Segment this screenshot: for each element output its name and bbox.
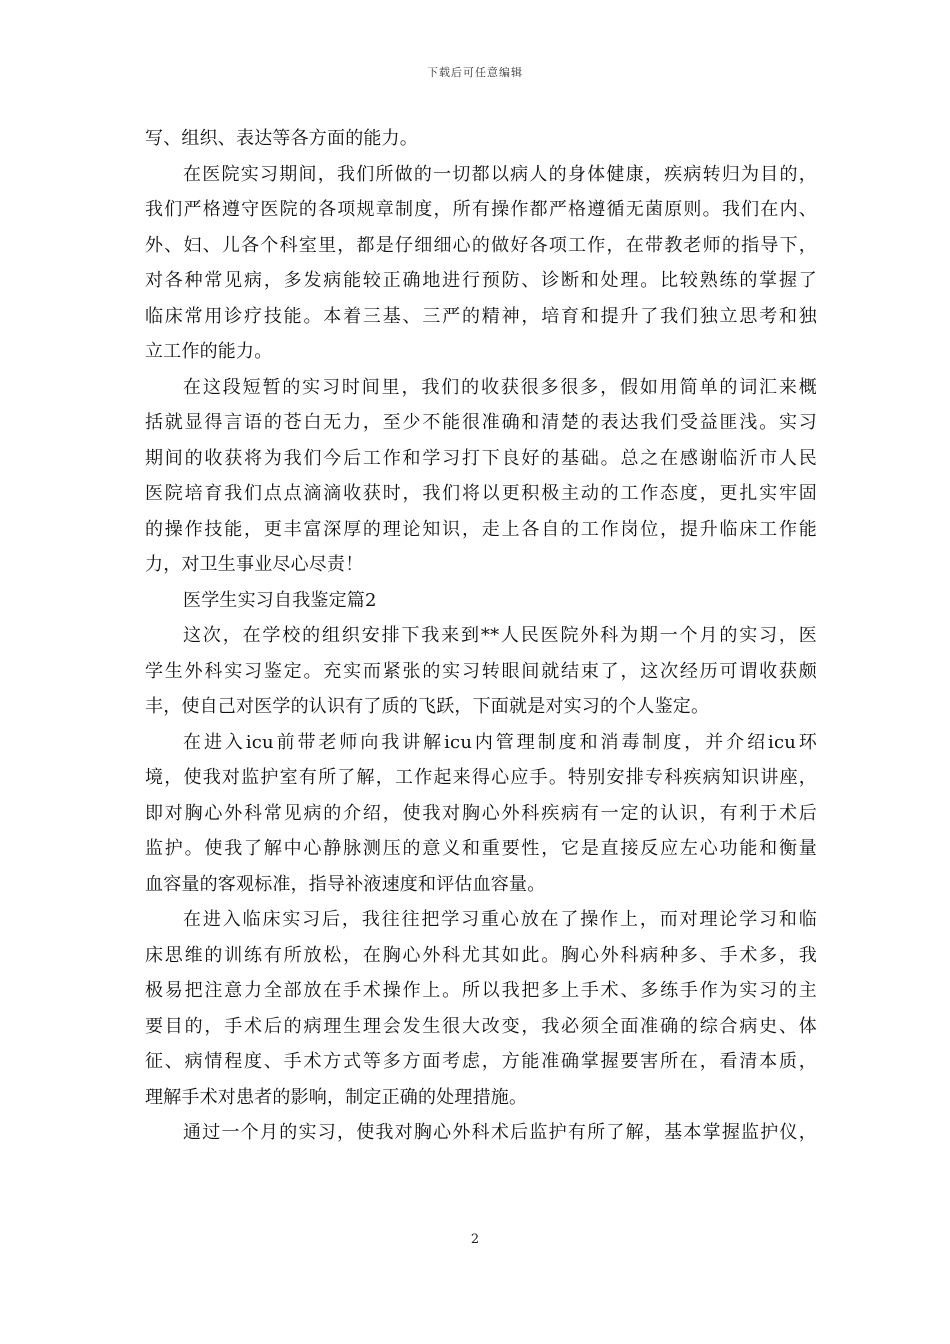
text-line: 括就显得言语的苍白无力，至少不能很准确和清楚的表达我们受益匪浅。实习 (145, 412, 817, 433)
text-line: 立工作的能力。 (145, 341, 273, 362)
page-number: 2 (470, 1232, 480, 1247)
section-heading: 医学生实习自我鉴定篇2 (183, 589, 377, 611)
text-line: 即对胸心外科常见病的介绍，使我对胸心外科疾病有一定的认识，有利于术后 (145, 802, 817, 824)
text-line: 期间的收获将为我们今后工作和学习打下良好的基础。总之在感谢临沂市人民 (145, 447, 817, 469)
text-line: 征、病情程度、手术方式等多方面考虑，方能准确掌握要害所在，看清本质， (145, 1051, 817, 1072)
text-line: 丰，使自己对医学的认识有了质的飞跃，下面就是对实习的个人鉴定。 (145, 696, 710, 717)
text-line: 理解手术对患者的影响，制定正确的处理措施。 (145, 1086, 528, 1108)
page-header-note: 下载后可任意编辑 (427, 66, 523, 79)
text-line: 床思维的训练有所放松，在胸心外科尤其如此。胸心外科病种多、手术多，我 (145, 944, 817, 966)
text-line: 的操作技能，更丰富深厚的理论知识，走上各自的工作岗位，提升临床工作能 (145, 518, 817, 540)
text-line: 监护。使我了解中心静脉测压的意义和重要性，它是直接反应左心功能和衡量 (145, 838, 817, 859)
text-line: 我们严格遵守医院的各项规章制度，所有操作都严格遵循无菌原则。我们在内、 (145, 199, 817, 220)
text-line: 血容量的客观标准，指导补液速度和评估血容量。 (145, 873, 546, 895)
text-line: 境，使我对监护室有所了解，工作起来得心应手。特别安排专科疾病知识讲座， (145, 767, 817, 788)
text-line: 学生外科实习鉴定。充实而紧张的实习转眼间就结束了，这次经历可谓收获颇 (145, 660, 817, 682)
document-body (145, 121, 817, 1151)
text-line: 对各种常见病，多发病能较正确地进行预防、诊断和处理。比较熟练的掌握了 (145, 270, 817, 291)
text-line: 临床常用诊疗技能。本着三基、三严的精神，培育和提升了我们独立思考和独 (145, 305, 817, 327)
text-line: 极易把注意力全部放在手术操作上。所以我把多上手术、多练手作为实习的主 (145, 980, 817, 1001)
text-line: 医院培育我们点点滴滴收获时，我们将以更积极主动的工作态度，更扎实牢固 (145, 483, 817, 504)
text-line: 在进入icu前带老师向我讲解icu内管理制度和消毒制度，并介绍icu环 (183, 731, 817, 753)
text-line: 力，对卫生事业尽心尽责！ (145, 554, 364, 575)
text-line: 要目的，手术后的病理生理会发生很大改变，我必须全面准确的综合病史、体 (145, 1015, 817, 1037)
text-line: 在医院实习期间，我们所做的一切都以病人的身体健康，疾病转归为目的， (183, 163, 817, 185)
text-line: 通过一个月的实习，使我对胸心外科术后监护有所了解，基本掌握监护仪， (183, 1122, 817, 1143)
text-line: 这次，在学校的组织安排下我来到**人民医院外科为期一个月的实习，医 (183, 625, 817, 646)
text-line: 外、妇、儿各个科室里，都是仔细细心的做好各项工作，在带教老师的指导下， (145, 234, 817, 256)
text-line: 写、组织、表达等各方面的能力。 (145, 128, 418, 149)
text-line: 在进入临床实习后，我往往把学习重心放在了操作上，而对理论学习和临 (183, 909, 817, 930)
text-line: 在这段短暂的实习时间里，我们的收获很多很多，假如用简单的词汇来概 (183, 376, 817, 398)
